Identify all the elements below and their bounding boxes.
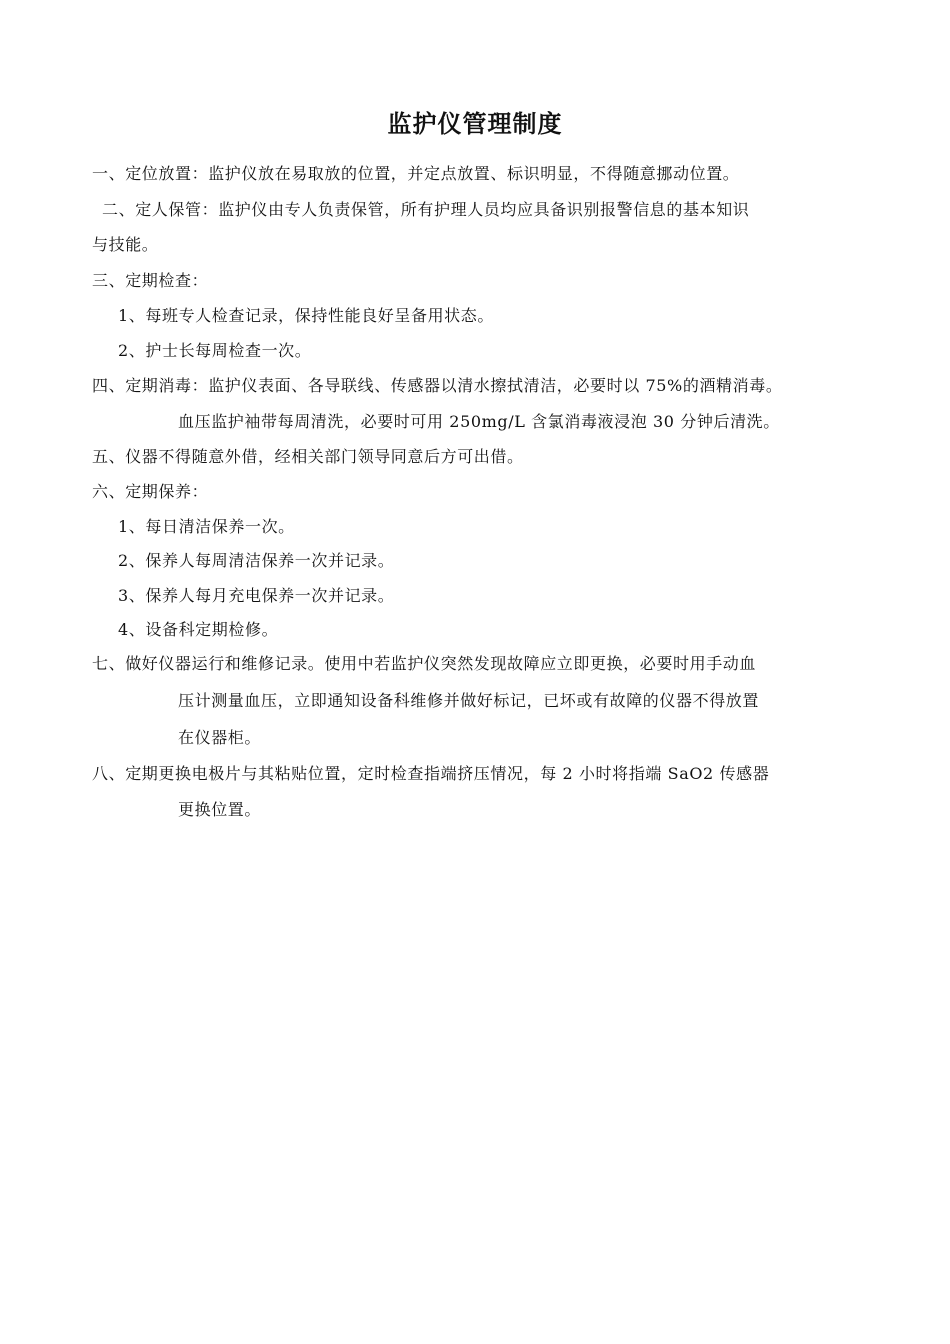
section-6-heading: 六、定期保养： [92,482,209,501]
section-6-item-2: 2、保养人每周清洁保养一次并记录。 [118,551,395,570]
section-1-text: 一、定位放置：监护仪放在易取放的位置，并定点放置、标识明显，不得随意挪动位置。 [92,164,740,183]
section-6-item-1: 1、每日清洁保养一次。 [118,517,295,536]
section-4-continuation: 血压监护袖带每周清洗，必要时可用 250mg/L 含氯消毒液浸泡 30 分钟后清洗。 [178,412,780,431]
section-8-continuation: 更换位置。 [178,800,262,819]
document-title: 监护仪管理制度 [387,109,563,138]
section-7-continuation-1: 压计测量血压，立即通知设备科维修并做好标记，已坏或有故障的仪器不得放置 [178,691,760,710]
section-7-continuation-2: 在仪器柜。 [178,728,262,747]
section-3-item-2: 2、护士长每周检查一次。 [118,341,312,360]
section-6-item-3: 3、保养人每月充电保养一次并记录。 [118,586,395,605]
section-3-heading: 三、定期检查： [92,271,209,290]
section-6-item-4: 4、设备科定期检修。 [118,620,279,639]
section-2-continuation: 与技能。 [92,235,159,254]
section-7-text: 七、做好仪器运行和维修记录。使用中若监护仪突然发现故障应立即更换，必要时用手动血 [92,654,757,673]
section-8-text: 八、定期更换电极片与其粘贴位置，定时检查指端挤压情况，每 2 小时将指端 SaO2 传感器 [92,764,770,783]
section-3-item-1: 1、每班专人检查记录，保持性能良好呈备用状态。 [118,306,494,325]
section-2-text: 二、定人保管：监护仪由专人负责保管，所有护理人员均应具备识别报警信息的基本知识 [102,200,750,219]
section-5-text: 五、仪器不得随意外借，经相关部门领导同意后方可出借。 [92,447,524,466]
section-4-text: 四、定期消毒：监护仪表面、各导联线、传感器以清水擦拭清洁，必要时以 75%的酒精消毒。 [92,376,783,395]
